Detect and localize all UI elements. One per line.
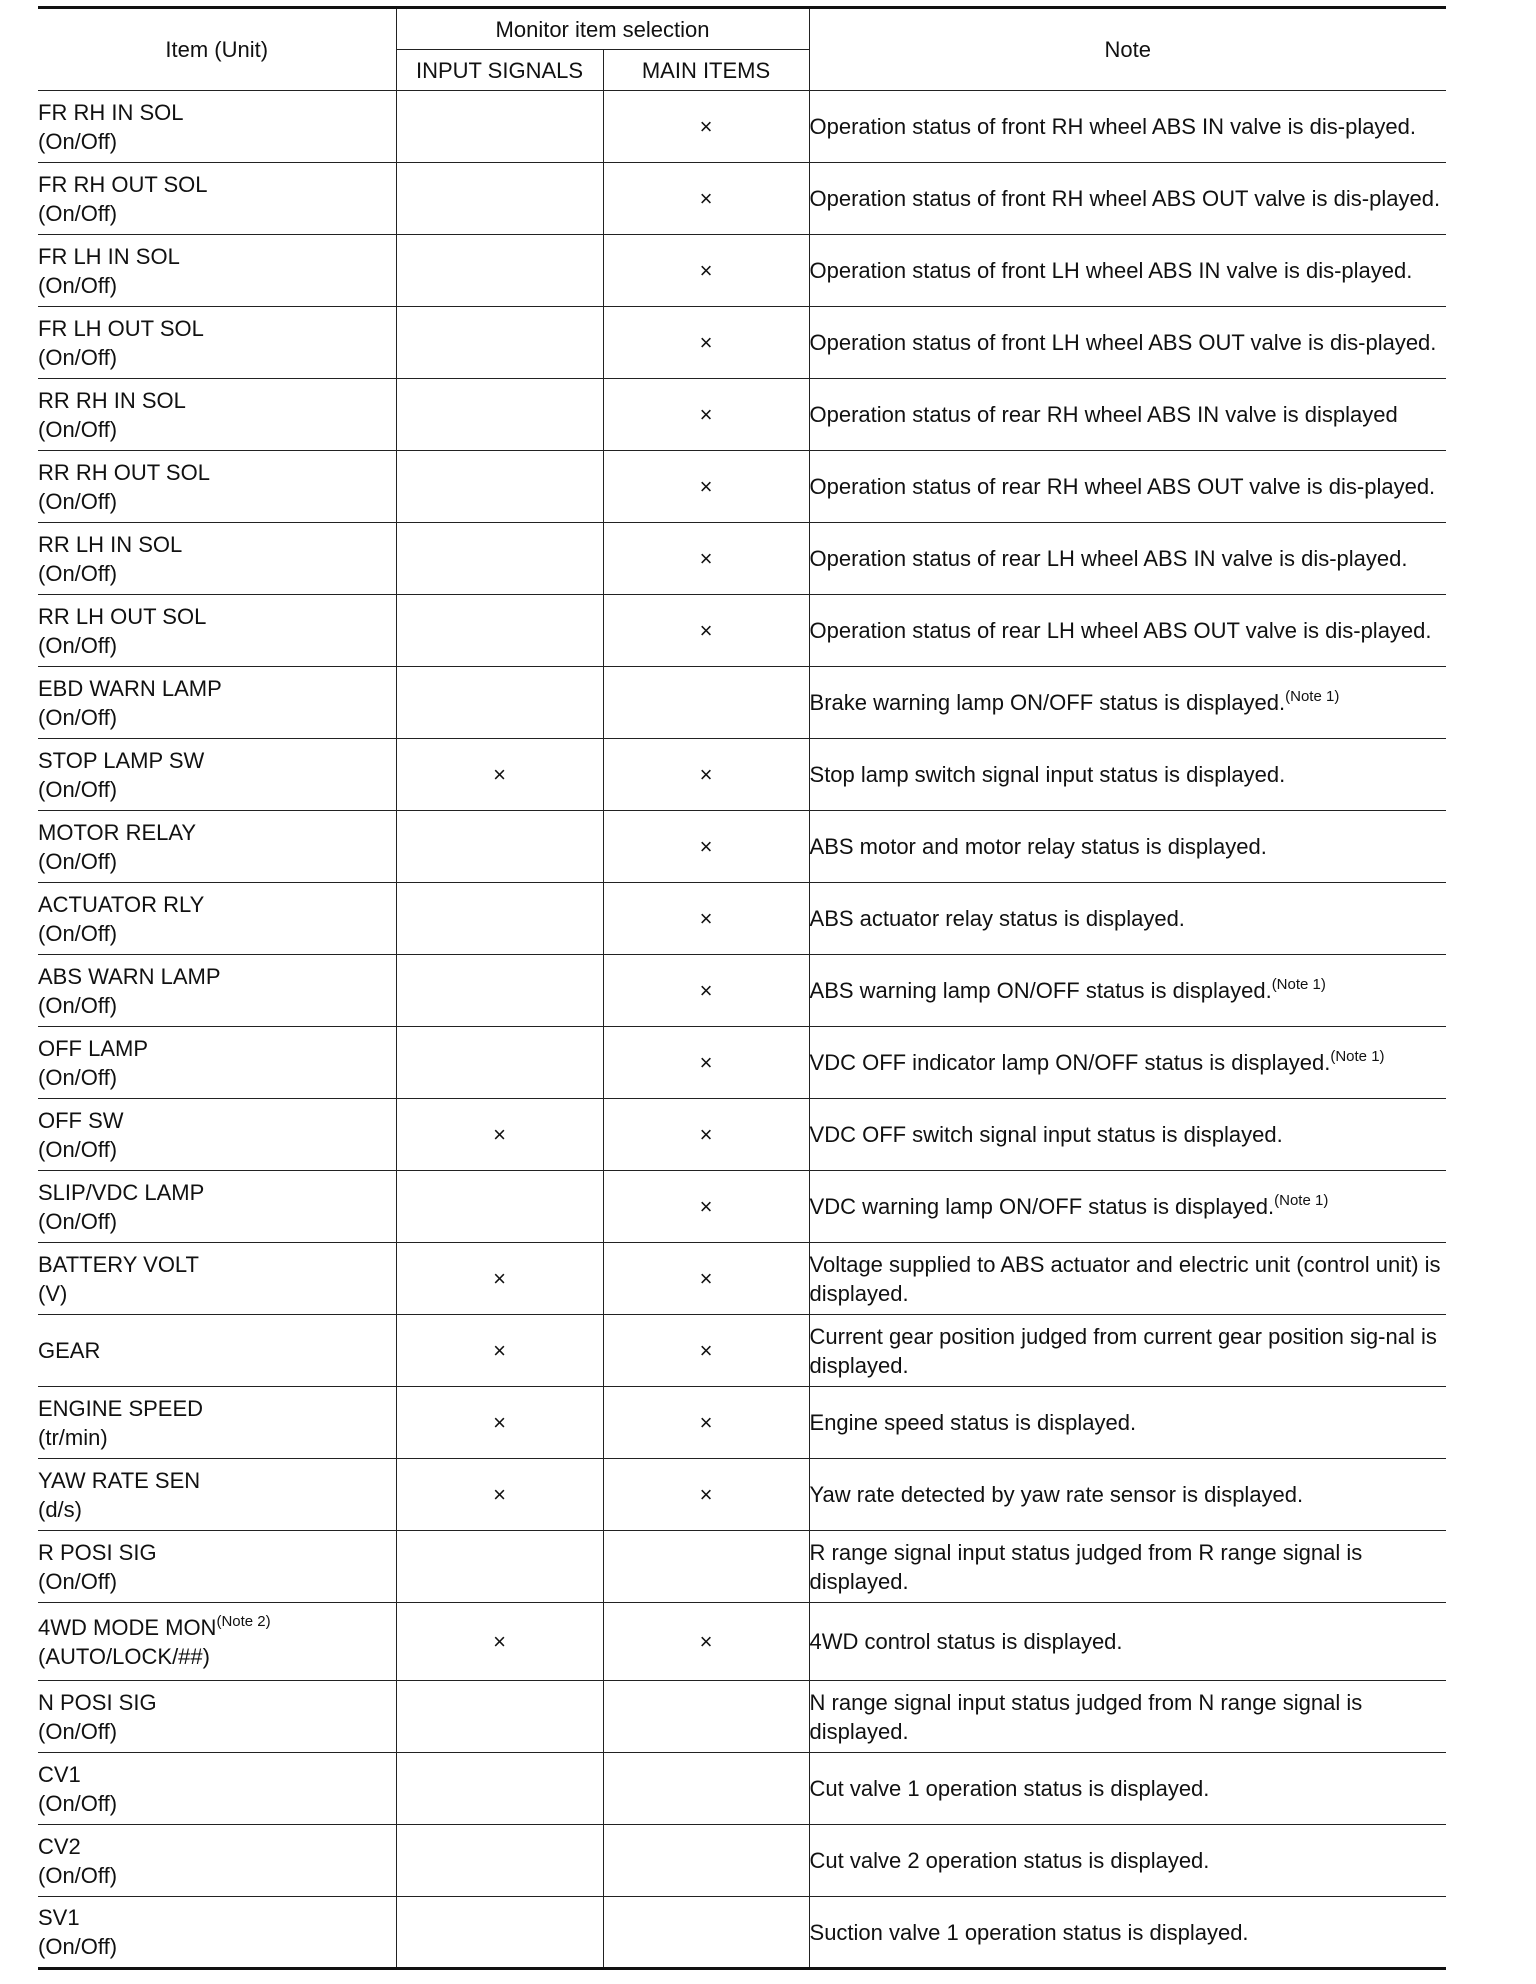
item-name-line — [38, 530, 396, 559]
item-cell — [38, 667, 396, 739]
item-name: 4WD MODE MON — [38, 1614, 217, 1640]
item-name-line — [38, 962, 396, 991]
note-cell — [809, 667, 1446, 739]
item-name: RR RH IN SOL — [38, 387, 186, 413]
main-items-mark — [603, 1897, 809, 1969]
item-unit: (On/Off) — [38, 848, 118, 874]
item-name-line — [38, 1466, 396, 1495]
item-name: YAW RATE SEN — [38, 1467, 201, 1493]
item-unit: (On/Off) — [38, 200, 118, 226]
note-text: 4WD control status is displayed. — [809, 1629, 1123, 1654]
table-row — [38, 1171, 1446, 1243]
note-text: Operation status of front RH wheel ABS OUT valve is dis-played. — [809, 186, 1441, 211]
item-unit: (On/Off) — [38, 344, 118, 370]
header-main-items: MAIN ITEMS — [603, 50, 809, 91]
item-unit: (On/Off) — [38, 272, 118, 298]
item-name-line — [38, 818, 396, 847]
note-text: Voltage supplied to ABS actuator and electric unit (control unit) is displayed. — [809, 1251, 1441, 1306]
item-name-line — [38, 1250, 396, 1279]
note-text: Stop lamp switch signal input status is displayed. — [809, 762, 1286, 787]
note-cell — [809, 883, 1446, 955]
main-items-mark: × — [603, 91, 809, 163]
input-signals-mark — [396, 1681, 603, 1753]
input-signals-mark — [396, 451, 603, 523]
header-item-unit: Item (Unit) — [38, 8, 396, 91]
item-unit: (d/s) — [38, 1496, 82, 1522]
input-signals-mark — [396, 1753, 603, 1825]
item-name: FR RH IN SOL — [38, 99, 184, 125]
note-ref: (Note 1) — [1330, 1048, 1385, 1065]
table-row — [38, 523, 1446, 595]
note-cell — [809, 91, 1446, 163]
input-signals-mark — [396, 667, 603, 739]
main-items-mark — [603, 1753, 809, 1825]
input-signals-mark — [396, 523, 603, 595]
item-name-line — [38, 746, 396, 775]
table-row — [38, 163, 1446, 235]
item-name-line — [38, 1760, 396, 1789]
item-name: RR LH OUT SOL — [38, 603, 207, 629]
item-cell — [38, 523, 396, 595]
note-cell — [809, 1171, 1446, 1243]
item-cell — [38, 1315, 396, 1387]
item-name-line — [38, 674, 396, 703]
note-text: Yaw rate detected by yaw rate sensor is displayed. — [809, 1482, 1304, 1507]
note-text: Engine speed status is displayed. — [809, 1410, 1137, 1435]
table-row — [38, 739, 1446, 811]
item-name-line — [38, 1106, 396, 1135]
item-unit: (V) — [38, 1280, 68, 1306]
table-row — [38, 1243, 1446, 1315]
item-unit: (AUTO/LOCK/##) — [38, 1643, 210, 1669]
item-name-line — [38, 170, 396, 199]
note-cell — [809, 739, 1446, 811]
item-cell — [38, 1825, 396, 1897]
item-cell — [38, 1459, 396, 1531]
note-cell — [809, 595, 1446, 667]
input-signals-mark — [396, 163, 603, 235]
table-row — [38, 1753, 1446, 1825]
note-ref: (Note 1) — [1271, 976, 1326, 993]
input-signals-mark — [396, 811, 603, 883]
note-cell — [809, 307, 1446, 379]
note-text: ABS motor and motor relay status is displayed. — [809, 834, 1267, 859]
table-row — [38, 1459, 1446, 1531]
item-cell — [38, 451, 396, 523]
table-row — [38, 811, 1446, 883]
main-items-mark: × — [603, 1099, 809, 1171]
item-name: STOP LAMP SW — [38, 747, 205, 773]
note-text: N range signal input status judged from N range signal is displayed. — [809, 1689, 1363, 1744]
item-name: R POSI SIG — [38, 1539, 157, 1565]
table-row — [38, 1099, 1446, 1171]
main-items-mark: × — [603, 235, 809, 307]
monitor-item-table — [38, 6, 1446, 1970]
input-signals-mark — [396, 235, 603, 307]
item-name-line — [38, 1538, 396, 1567]
note-cell — [809, 1459, 1446, 1531]
main-items-mark — [603, 1825, 809, 1897]
main-items-mark: × — [603, 451, 809, 523]
input-signals-mark — [396, 1825, 603, 1897]
item-name-line — [38, 602, 396, 631]
input-signals-mark — [396, 379, 603, 451]
item-unit: (On/Off) — [38, 704, 118, 730]
note-text: Operation status of front RH wheel ABS IN valve is dis-played. — [809, 114, 1417, 139]
main-items-mark: × — [603, 955, 809, 1027]
item-cell — [38, 1387, 396, 1459]
main-items-mark: × — [603, 1603, 809, 1681]
note-text: ABS warning lamp ON/OFF status is displayed. — [809, 978, 1272, 1003]
note-text: VDC warning lamp ON/OFF status is displayed. — [809, 1194, 1275, 1219]
table-row — [38, 667, 1446, 739]
item-cell — [38, 595, 396, 667]
note-cell — [809, 1825, 1446, 1897]
table-row — [38, 1387, 1446, 1459]
note-text: Operation status of front LH wheel ABS IN valve is dis-played. — [809, 258, 1413, 283]
table-row — [38, 1897, 1446, 1969]
note-text: Operation status of rear RH wheel ABS OUT valve is dis-played. — [809, 474, 1436, 499]
header-input-signals: INPUT SIGNALS — [396, 50, 603, 91]
note-text: VDC OFF switch signal input status is displayed. — [809, 1122, 1283, 1147]
note-cell — [809, 523, 1446, 595]
note-text: Current gear position judged from current gear position sig-nal is displayed. — [809, 1323, 1437, 1378]
table-row — [38, 883, 1446, 955]
item-unit: (On/Off) — [38, 992, 118, 1018]
item-name: SV1 — [38, 1905, 80, 1930]
table-row — [38, 1027, 1446, 1099]
note-cell — [809, 163, 1446, 235]
item-name: FR LH IN SOL — [38, 243, 180, 269]
item-cell — [38, 1897, 396, 1969]
input-signals-mark: × — [396, 1315, 603, 1387]
note-cell — [809, 1243, 1446, 1315]
main-items-mark: × — [603, 1315, 809, 1387]
item-name-line — [38, 386, 396, 415]
input-signals-mark — [396, 883, 603, 955]
input-signals-mark — [396, 955, 603, 1027]
item-cell — [38, 235, 396, 307]
note-text: Operation status of front LH wheel ABS OUT valve is dis-played. — [809, 330, 1437, 355]
main-items-mark — [603, 1531, 809, 1603]
table-row — [38, 307, 1446, 379]
item-unit: (tr/min) — [38, 1424, 108, 1450]
input-signals-mark: × — [396, 1243, 603, 1315]
item-name-line — [38, 890, 396, 919]
input-signals-mark — [396, 1027, 603, 1099]
note-cell — [809, 1753, 1446, 1825]
note-cell — [809, 1027, 1446, 1099]
item-cell — [38, 739, 396, 811]
item-unit: (On/Off) — [38, 632, 118, 658]
table-row — [38, 1315, 1446, 1387]
table-row — [38, 451, 1446, 523]
item-cell — [38, 1531, 396, 1603]
note-text: Operation status of rear RH wheel ABS IN valve is displayed — [809, 402, 1398, 427]
item-name-line — [38, 242, 396, 271]
note-text: Suction valve 1 operation status is displayed. — [809, 1919, 1249, 1945]
item-unit: (On/Off) — [38, 1718, 118, 1744]
item-unit: (On/Off) — [38, 1934, 118, 1959]
note-cell — [809, 379, 1446, 451]
item-cell — [38, 91, 396, 163]
main-items-mark: × — [603, 883, 809, 955]
note-text: R range signal input status judged from R range signal is displayed. — [809, 1539, 1363, 1594]
item-unit: (On/Off) — [38, 488, 118, 514]
item-unit: (On/Off) — [38, 416, 118, 442]
item-unit: (On/Off) — [38, 920, 118, 946]
item-name: FR RH OUT SOL — [38, 171, 208, 197]
item-name: CV1 — [38, 1761, 81, 1787]
table-header — [38, 8, 1446, 91]
table-row — [38, 235, 1446, 307]
header-monitor-item-selection: Monitor item selection — [396, 8, 809, 50]
table-row — [38, 379, 1446, 451]
note-cell — [809, 1681, 1446, 1753]
item-unit: (On/Off) — [38, 560, 118, 586]
main-items-mark — [603, 1681, 809, 1753]
note-cell — [809, 1531, 1446, 1603]
item-name-line — [38, 1394, 396, 1423]
main-items-mark: × — [603, 379, 809, 451]
note-text: Cut valve 1 operation status is displayed. — [809, 1776, 1210, 1801]
item-cell — [38, 1171, 396, 1243]
main-items-mark: × — [603, 811, 809, 883]
main-items-mark: × — [603, 595, 809, 667]
note-ref: (Note 1) — [1274, 1192, 1329, 1209]
note-ref: (Note 1) — [1285, 688, 1340, 705]
item-name-line — [38, 1688, 396, 1717]
item-cell — [38, 1753, 396, 1825]
table-row — [38, 1681, 1446, 1753]
item-name: FR LH OUT SOL — [38, 315, 204, 341]
item-note-ref: (Note 2) — [216, 1612, 271, 1630]
input-signals-mark — [396, 307, 603, 379]
item-name: N POSI SIG — [38, 1689, 157, 1715]
input-signals-mark: × — [396, 1387, 603, 1459]
item-name-line — [38, 458, 396, 487]
table-body — [38, 91, 1446, 1969]
note-cell — [809, 451, 1446, 523]
item-name: RR RH OUT SOL — [38, 459, 210, 485]
input-signals-mark — [396, 1171, 603, 1243]
note-cell — [809, 811, 1446, 883]
item-cell — [38, 163, 396, 235]
note-cell — [809, 955, 1446, 1027]
main-items-mark: × — [603, 523, 809, 595]
item-unit: (On/Off) — [38, 776, 118, 802]
input-signals-mark — [396, 595, 603, 667]
table-row — [38, 595, 1446, 667]
note-cell — [809, 235, 1446, 307]
item-unit: (On/Off) — [38, 1208, 118, 1234]
input-signals-mark: × — [396, 1603, 603, 1681]
item-name-line — [38, 1336, 396, 1365]
note-text: Operation status of rear LH wheel ABS IN valve is dis-played. — [809, 546, 1408, 571]
item-unit: (On/Off) — [38, 1064, 118, 1090]
table-row — [38, 955, 1446, 1027]
input-signals-mark: × — [396, 1099, 603, 1171]
note-text: Brake warning lamp ON/OFF status is displayed. — [809, 690, 1286, 715]
item-name-line — [38, 1034, 396, 1063]
item-cell — [38, 1027, 396, 1099]
item-unit: (On/Off) — [38, 128, 118, 154]
item-unit: (On/Off) — [38, 1568, 118, 1594]
table-row — [38, 91, 1446, 163]
note-text: VDC OFF indicator lamp ON/OFF status is displayed. — [809, 1050, 1331, 1075]
item-name: SLIP/VDC LAMP — [38, 1179, 205, 1205]
item-cell — [38, 811, 396, 883]
item-cell — [38, 1099, 396, 1171]
item-name-line — [38, 1613, 396, 1642]
item-name: OFF SW — [38, 1107, 124, 1133]
input-signals-mark — [396, 91, 603, 163]
input-signals-mark: × — [396, 1459, 603, 1531]
item-name-line — [38, 1178, 396, 1207]
item-cell — [38, 379, 396, 451]
header-note: Note — [809, 8, 1446, 91]
note-cell — [809, 1897, 1446, 1969]
item-cell — [38, 1681, 396, 1753]
note-cell — [809, 1603, 1446, 1681]
note-cell — [809, 1387, 1446, 1459]
item-name-line — [38, 98, 396, 127]
table-row — [38, 1825, 1446, 1897]
item-unit: (On/Off) — [38, 1862, 118, 1888]
table-row — [38, 1603, 1446, 1681]
item-name-line — [38, 1903, 396, 1932]
item-name: EBD WARN LAMP — [38, 675, 222, 701]
item-cell — [38, 1243, 396, 1315]
item-name-line — [38, 1832, 396, 1861]
note-text: ABS actuator relay status is displayed. — [809, 906, 1185, 931]
main-items-mark: × — [603, 307, 809, 379]
item-name-line — [38, 314, 396, 343]
main-items-mark: × — [603, 1243, 809, 1315]
item-name: MOTOR RELAY — [38, 819, 197, 845]
item-cell — [38, 883, 396, 955]
item-name: CV2 — [38, 1833, 81, 1859]
note-text: Cut valve 2 operation status is displayed. — [809, 1848, 1210, 1873]
item-name: GEAR — [38, 1338, 101, 1363]
main-items-mark: × — [603, 163, 809, 235]
item-name: ABS WARN LAMP — [38, 963, 221, 989]
main-items-mark: × — [603, 1171, 809, 1243]
item-cell — [38, 1603, 396, 1681]
input-signals-mark — [396, 1531, 603, 1603]
main-items-mark — [603, 667, 809, 739]
item-unit: (On/Off) — [38, 1790, 118, 1816]
main-items-mark: × — [603, 739, 809, 811]
note-cell — [809, 1315, 1446, 1387]
note-cell — [809, 1099, 1446, 1171]
table-row — [38, 1531, 1446, 1603]
input-signals-mark: × — [396, 739, 603, 811]
item-unit: (On/Off) — [38, 1136, 118, 1162]
item-name: ENGINE SPEED — [38, 1395, 204, 1421]
main-items-mark: × — [603, 1027, 809, 1099]
item-cell — [38, 307, 396, 379]
item-name: BATTERY VOLT — [38, 1251, 199, 1277]
input-signals-mark — [396, 1897, 603, 1969]
item-name: ACTUATOR RLY — [38, 891, 205, 917]
item-name: RR LH IN SOL — [38, 531, 183, 557]
note-text: Operation status of rear LH wheel ABS OUT valve is dis-played. — [809, 618, 1432, 643]
item-name: OFF LAMP — [38, 1035, 149, 1061]
item-cell — [38, 955, 396, 1027]
main-items-mark: × — [603, 1459, 809, 1531]
main-items-mark: × — [603, 1387, 809, 1459]
